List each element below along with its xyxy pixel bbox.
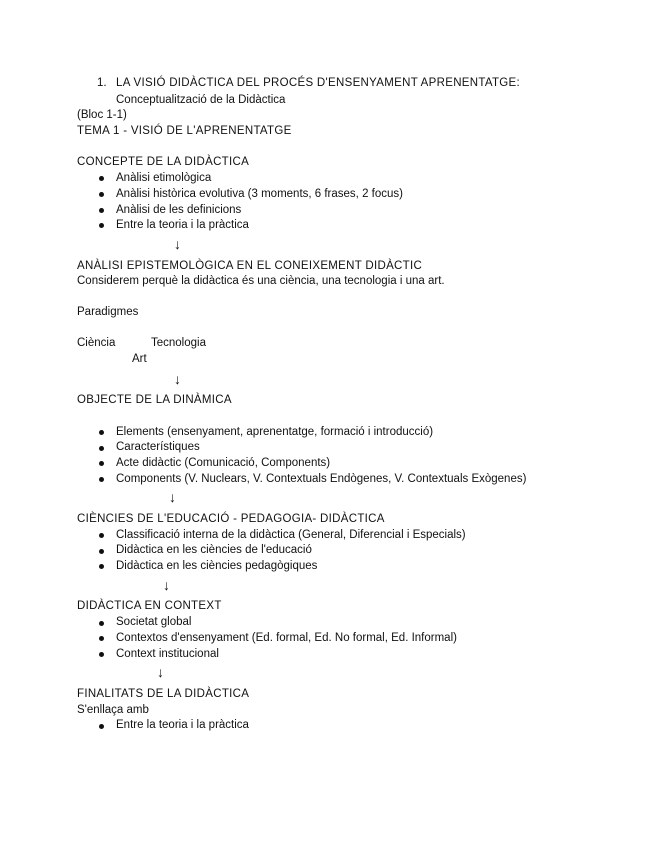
bullet-icon (99, 446, 104, 451)
list-item: Anàlisi etimològica (116, 172, 212, 184)
list-item: Classificació interna de la didàctica (General, Diferencial i Especials) (116, 529, 466, 541)
list-item: Característiques (116, 441, 200, 453)
section-heading-objecte: OBJECTE DE LA DINÀMICA (77, 394, 232, 406)
section-heading-concepte: CONCEPTE DE LA DIDÀCTICA (77, 156, 250, 168)
list-item: Context institucional (116, 648, 219, 660)
bullet-icon (99, 564, 104, 569)
section-heading-analisi: ANÀLISI EPISTEMOLÒGICA EN EL CONEIXEMENT DIDÀCTIC (77, 260, 423, 272)
list-item: Entre la teoria i la pràctica (116, 219, 249, 231)
document-subtitle: Conceptualització de la Didàctica (116, 94, 286, 106)
bullet-icon (99, 724, 104, 729)
paradigm-tecnologia: Tecnologia (151, 337, 206, 349)
document-title: LA VISIÓ DIDÀCTICA DEL PROCÉS D'ENSENYAMENT APRENENTATGE: (116, 77, 520, 89)
list-item: Components (V. Nuclears, V. Contextuals Endògenes, V. Contextuals Exògenes) (116, 473, 527, 485)
bullet-icon (99, 636, 104, 641)
finalitats-text: S'enllaça amb (77, 704, 149, 716)
bullet-icon (99, 533, 104, 538)
list-item: Societat global (116, 616, 192, 628)
paradigmes-label: Paradigmes (77, 306, 139, 318)
tema-heading: TEMA 1 - VISIÓ DE L'APRENENTATGE (77, 125, 292, 137)
down-arrow-icon: ↓ (174, 236, 181, 252)
bullet-icon (99, 621, 104, 626)
section-heading-context: DIDÀCTICA EN CONTEXT (77, 600, 222, 612)
bullet-icon (99, 192, 104, 197)
bullet-icon (99, 430, 104, 435)
bullet-icon (99, 652, 104, 657)
list-item: Entre la teoria i la pràctica (116, 719, 249, 731)
down-arrow-icon: ↓ (169, 489, 176, 505)
paradigm-ciencia: Ciència (77, 337, 116, 349)
bullet-icon (99, 549, 104, 554)
bullet-icon (99, 208, 104, 213)
list-item: Didàctica en les ciències de l'educació (116, 544, 312, 556)
down-arrow-icon: ↓ (163, 577, 170, 593)
section-heading-finalitats: FINALITATS DE LA DIDÀCTICA (77, 688, 250, 700)
bullet-icon (99, 223, 104, 228)
bullet-icon (99, 176, 104, 181)
bullet-icon (99, 461, 104, 466)
list-item: Didàctica en les ciències pedagògiques (116, 560, 318, 572)
list-item: Anàlisi històrica evolutiva (3 moments, 6 frases, 2 focus) (116, 188, 403, 200)
list-item: Contextos d'ensenyament (Ed. formal, Ed. No formal, Ed. Informal) (116, 632, 457, 644)
list-number: 1. (97, 77, 107, 89)
section-heading-ciencies: CIÈNCIES DE L'EDUCACIÓ - PEDAGOGIA- DIDÀCTICA (77, 513, 385, 525)
list-item: Acte didàctic (Comunicació, Components) (116, 457, 331, 469)
paradigm-art: Art (132, 353, 147, 365)
analisi-text: Considerem perquè la didàctica és una ciència, una tecnologia i una art. (77, 275, 445, 287)
down-arrow-icon: ↓ (157, 664, 164, 680)
bullet-icon (99, 477, 104, 482)
down-arrow-icon: ↓ (174, 371, 181, 387)
bloc-label: (Bloc 1-1) (77, 109, 127, 121)
list-item: Elements (ensenyament, aprenentatge, formació i introducció) (116, 426, 434, 438)
list-item: Anàlisi de les definicions (116, 204, 242, 216)
